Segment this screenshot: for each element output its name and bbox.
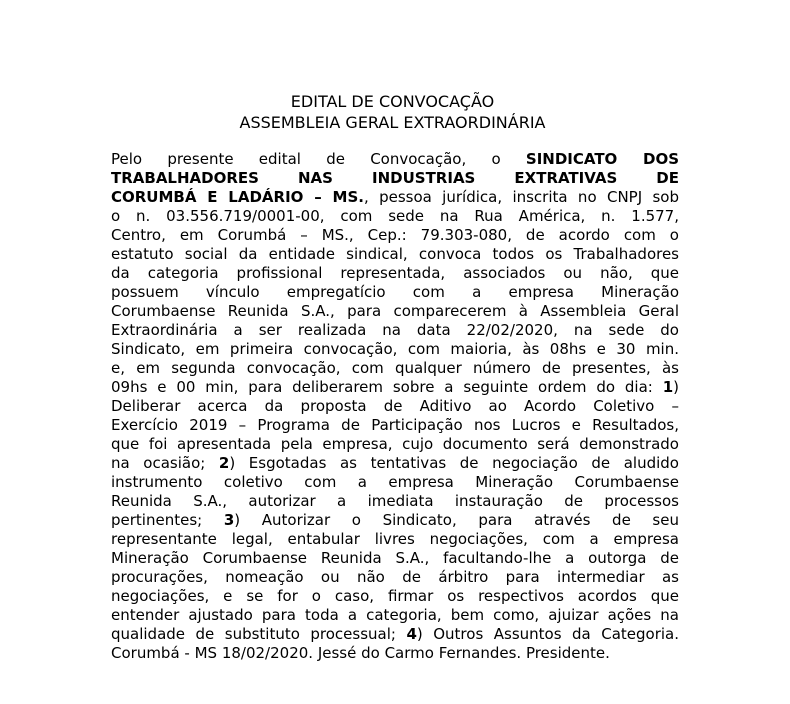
body-text-segment: pertinentes;: [111, 511, 224, 529]
body-text-segment: e, em segunda convocação, com qualquer número de presentes, às: [111, 359, 679, 377]
body-line: [111, 226, 679, 245]
body-text-segment: Corumbaense Reunida S.A., para comparecerem à Assembleia Geral: [111, 302, 679, 320]
body-text-segment: Deliberar acerca da proposta de Aditivo ao Acordo Coletivo –: [111, 397, 679, 415]
body-line: [111, 245, 679, 264]
body-text-segment: na ocasião;: [111, 454, 219, 472]
body-text-segment: , pessoa jurídica, inscrita no CNPJ sob: [363, 188, 679, 206]
body-line: [111, 378, 679, 397]
body-text-segment: negociações, e se for o caso, firmar os respectivos acordos que: [111, 587, 679, 605]
body-text-segment: estatuto social da entidade sindical, convoca todos os Trabalhadores: [111, 245, 679, 263]
body-text-segment: qualidade de substituto processual;: [111, 625, 407, 643]
body-text-segment: o n. 03.556.719/0001-00, com sede na Rua América, n. 1.577,: [111, 207, 679, 225]
body-text-segment: Reunida S.A., autorizar a imediata instauração de processos: [111, 492, 679, 510]
body-line: [111, 644, 679, 663]
body-text-segment: da categoria profissional representada, associados ou não, que: [111, 264, 679, 282]
body-line: [111, 283, 679, 302]
body-line: [111, 359, 679, 378]
body-text-segment: entender ajustado para toda a categoria, bem como, ajuizar ações na: [111, 606, 679, 624]
bold-text: 3: [223, 511, 235, 529]
bold-text: 4: [406, 625, 417, 643]
body-line: [111, 416, 679, 435]
body-line: [111, 435, 679, 454]
body-line: [111, 606, 679, 625]
body-line: [111, 625, 679, 644]
edital-body: [111, 150, 679, 663]
body-line: [111, 587, 679, 606]
document-title: EDITAL DE CONVOCAÇÃO: [290, 92, 495, 111]
body-text-segment: que foi apresentada pela empresa, cujo documento será demonstrado: [111, 435, 679, 453]
body-line: [111, 321, 679, 340]
body-text-segment: ): [673, 378, 679, 396]
body-line: [111, 473, 679, 492]
body-text-segment: possuem vínculo empregatício com a empresa Mineração: [111, 283, 679, 301]
body-line: [111, 340, 679, 359]
body-text-segment: 09hs e 00 min, para deliberarem sobre a seguinte ordem do dia:: [111, 378, 663, 396]
body-text-segment: procurações, nomeação ou não de árbitro para intermediar as: [111, 568, 679, 586]
body-text-segment: ) Outros Assuntos da Categoria.: [416, 625, 679, 643]
body-text-segment: Exercício 2019 – Programa de Participação nos Lucros e Resultados,: [111, 416, 679, 434]
body-line: [111, 188, 679, 207]
bold-text: 2: [218, 454, 230, 472]
body-text-segment: Sindicato, em primeira convocação, com maioria, às 08hs e 30 min.: [111, 340, 679, 358]
body-text-segment: Corumbá - MS 18/02/2020. Jessé do Carmo Fernandes. Presidente.: [111, 644, 610, 662]
body-line: [111, 530, 679, 549]
body-text-segment: ) Esgotadas as tentativas de negociação de aludido: [229, 454, 679, 472]
body-line: [111, 454, 679, 473]
body-line: [111, 264, 679, 283]
body-line: [111, 549, 679, 568]
body-line: [111, 397, 679, 416]
body-line: [111, 169, 679, 188]
body-text-segment: Pelo presente edital de Convocação, o: [111, 150, 526, 168]
body-line: [111, 302, 679, 321]
body-text-segment: ) Autorizar o Sindicato, para através de seu: [234, 511, 679, 529]
body-text-segment: instrumento coletivo com a empresa Mineração Corumbaense: [111, 473, 679, 491]
body-text-segment: Centro, em Corumbá – MS., Cep.: 79.303-080, de acordo com o: [111, 226, 679, 244]
bold-text: 1: [662, 378, 674, 396]
bold-text: TRABALHADORES NAS INDUSTRIAS EXTRATIVAS DE: [111, 169, 679, 187]
body-text-segment: representante legal, entabular livres negociações, com a empresa: [111, 530, 679, 548]
body-text-segment: Extraordinária a ser realizada na data 22/02/2020, na sede do: [111, 321, 679, 339]
body-line: [111, 568, 679, 587]
body-line: [111, 492, 679, 511]
body-line: [111, 150, 679, 169]
body-line: [111, 207, 679, 226]
body-line: [111, 511, 679, 530]
bold-text: CORUMBÁ E LADÁRIO – MS.: [111, 188, 364, 206]
document-subtitle: ASSEMBLEIA GERAL EXTRAORDINÁRIA: [239, 113, 546, 132]
bold-text: SINDICATO DOS: [525, 150, 679, 168]
body-text-segment: Mineração Corumbaense Reunida S.A., facultando-lhe a outorga de: [111, 549, 679, 567]
